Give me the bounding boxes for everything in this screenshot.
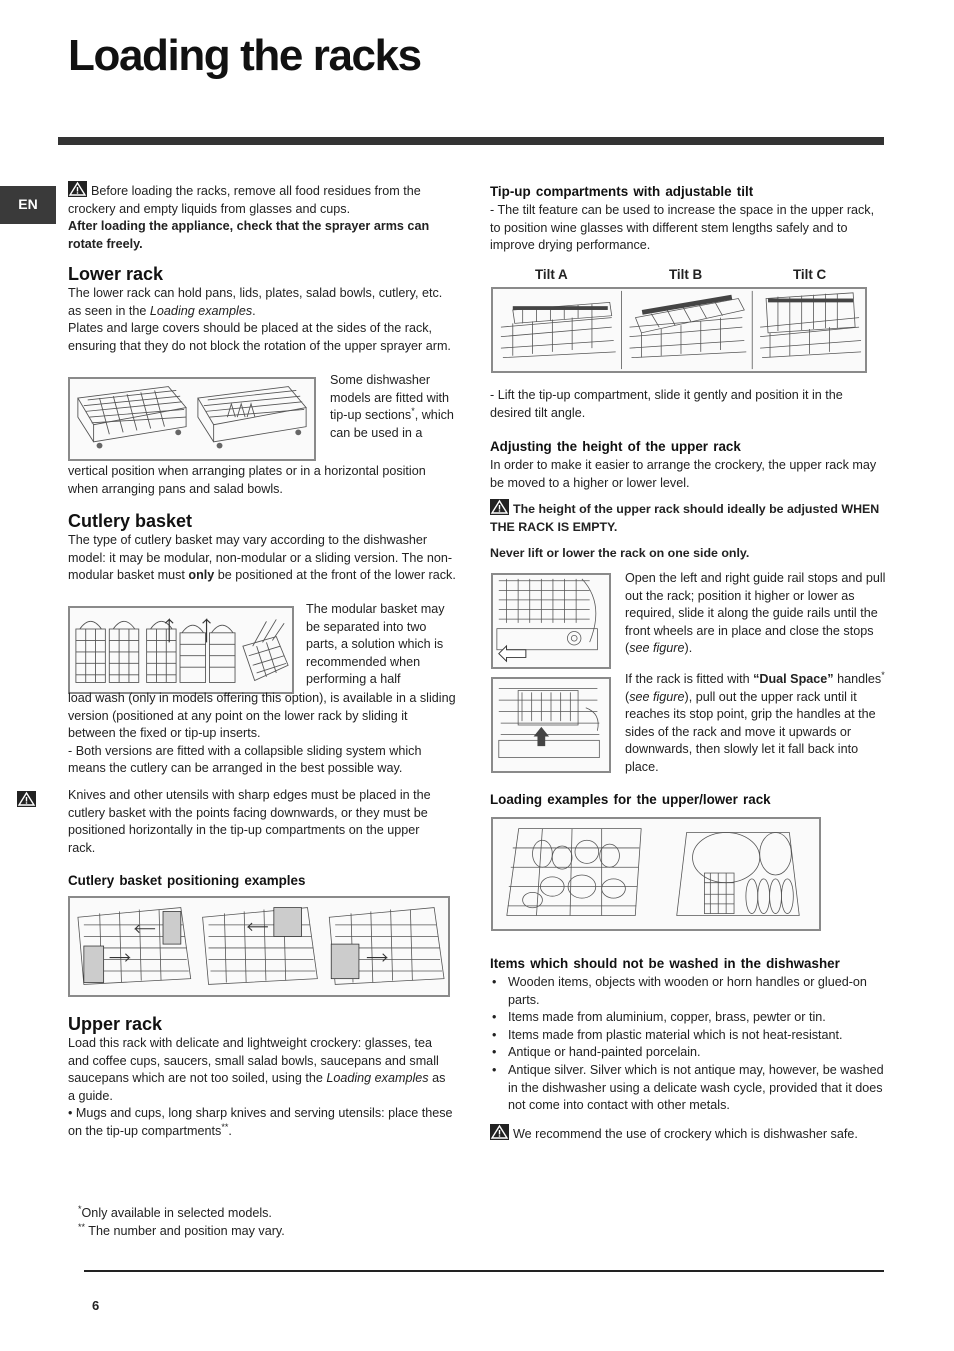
cutlery-p1: The type of cutlery basket may vary according to the dishwasher model: it may be modular, non-modular or a sliding version. The non-modular basket must (68, 533, 453, 583)
sharp-utensils-warning: Knives and other utensils with sharp edges must be placed in the cutlery basket with the points facing downwards, or they must be positioned horizontally in the tip-up compartments on the upper rack. (68, 788, 431, 855)
upper-rack-p1: Load this rack with delicate and lightweight crockery: glasses, tea and coffee cups, saucers, small salad bowls, saucepans and small saucepans which are not too soiled, using the (68, 1036, 439, 1086)
header-rule (58, 137, 884, 145)
warning-triangle-icon (490, 499, 509, 515)
list-item: • Items made from aluminium, copper, brass, pewter or tin. (490, 1009, 884, 1027)
cutlery-basket-heading: Cutlery basket (68, 511, 193, 531)
tip-up-note (330, 372, 454, 442)
cutlery-p1-end: be positioned at the front of the lower rack. (217, 568, 456, 583)
tilt-labels (490, 266, 866, 284)
cutlery-basket-figure (68, 606, 294, 694)
loading-examples-heading: Loading examples for the upper/lower rack (490, 792, 771, 807)
tilt-b-label: Tilt B (669, 267, 703, 282)
footnote-mark: * (78, 1203, 82, 1214)
tilt-instructions: - Lift the tip-up compartment, slide it gently and position it in the desired tilt angle. (490, 388, 843, 420)
footnote-2 (78, 1223, 398, 1241)
footnote-1-text: Only available in selected models. (81, 1206, 272, 1220)
modular-basket-cont: load wash (only in models offering this option), is available in a sliding version (positioned at any point on the lower rack by sliding it between the fixed or tip-up inserts. (68, 691, 456, 741)
dual-space-name: “Dual Space” (753, 672, 834, 686)
upper-rack-p1-end: as a guide. (68, 1071, 446, 1103)
intro-text: Before loading the racks, remove all food residues from the crockery and empty liquids from glasses and cups. (68, 184, 421, 216)
cutlery-only: only (188, 568, 215, 583)
guide-rail-figure (491, 573, 611, 669)
tipup-text: - The tilt feature can be used to increase the space in the upper rack, to position wine glasses with different stem lengths safely and to improve drying performance. (490, 203, 875, 253)
never-lift-text: Never lift or lower the rack on one side only. (490, 546, 750, 560)
footer-rule (84, 1270, 884, 1272)
cutlery-positioning-figure (68, 896, 450, 997)
collapsible-system-text: - Both versions are fitted with a collapsible sliding system which means the cutlery can be arranged in the best possible way. (68, 743, 422, 776)
lower-rack-heading: Lower rack (68, 264, 164, 284)
guide-rail-text-b: ). (684, 641, 693, 656)
page-title: Loading the racks (68, 31, 421, 80)
tip-up-note-text: Some dishwasher models are fitted with tip-up sections (330, 373, 449, 423)
footnote-1 (78, 1205, 398, 1223)
tip-up-note-continued: vertical position when arranging plates or in a horizontal position when arranging pans and salad bowls. (68, 464, 426, 496)
page-number: 6 (92, 1298, 100, 1313)
tilt-c-label: Tilt C (793, 267, 827, 282)
not-washed-heading: Items which should not be washed in the dishwasher (490, 956, 840, 971)
tilt-figure (491, 287, 867, 373)
adjust-warning (490, 499, 884, 536)
dishwasher-safe-recommendation (490, 1124, 890, 1144)
footnote-mark: * (881, 669, 885, 680)
footnotes (78, 1205, 398, 1240)
loading-examples-figure (491, 817, 821, 931)
not-washed-list (490, 974, 884, 1115)
dual-space-handles: handles (837, 672, 882, 686)
adjust-warning-text: The height of the upper rack should ideally be adjusted WHEN THE RACK IS EMPTY. (490, 502, 880, 534)
footnote-mark: ** (221, 1121, 229, 1132)
adjust-height-heading: Adjusting the height of the upper rack (490, 439, 741, 454)
list-item: • Antique silver. Silver which is not antique may, however, be washed in the dishwasher using a delicate wash cycle, provided that it does not come into contact with other metals. (490, 1062, 884, 1115)
loading-examples-ref: Loading examples (149, 303, 253, 318)
footnote-mark: ** (78, 1221, 86, 1232)
footnote-mark: * (411, 406, 415, 416)
intro-paragraph (68, 181, 454, 253)
footnote-2-text: The number and position may vary. (88, 1223, 285, 1238)
intro-bold-text: After loading the appliance, check that the sprayer arms can rotate freely. (68, 219, 430, 251)
tipup-heading: Tip-up compartments with adjustable tilt (490, 184, 754, 199)
tip-up-note-tail: , which can be used in a (330, 408, 454, 440)
see-figure-ref: see figure (629, 641, 685, 656)
dual-space-figure (491, 677, 611, 773)
lower-rack-p1-end: . (252, 303, 256, 318)
lower-rack-text (68, 285, 456, 355)
list-item: • Antique or hand-painted porcelain. (490, 1044, 884, 1062)
dual-space-text-a: If the rack is fitted with (625, 672, 750, 686)
cutlery-text (68, 532, 456, 585)
loading-examples-ref: Loading examples (326, 1071, 429, 1086)
dual-space-paren: ( (625, 689, 630, 704)
cutlery-examples-heading: Cutlery basket positioning examples (68, 873, 306, 888)
upper-rack-p2-end: . (228, 1123, 232, 1138)
modular-basket-note: The modular basket may be separated into two parts, a solution which is recommended when performing a half (306, 602, 445, 687)
lower-rack-p2: Plates and large covers should be placed at the sides of the rack, ensuring that they do not block the rotation of the upper sprayer arm. (68, 321, 451, 353)
see-figure-ref: see figure (629, 689, 685, 704)
tilt-a-label: Tilt A (535, 267, 568, 282)
upper-rack-heading: Upper rack (68, 1014, 163, 1034)
list-item: • Items made from plastic material which is not heat-resistant. (490, 1027, 884, 1045)
dual-space-text (625, 671, 893, 777)
lower-rack-figure (68, 377, 316, 461)
warning-triangle-icon (68, 181, 87, 197)
lower-rack-p1: The lower rack can hold pans, lids, plates, salad bowls, cutlery, etc. as seen in the (68, 286, 443, 318)
guide-rail-text-a: Open the left and right guide rail stops and pull out the rack; position it higher or lower as required, slide it along the guide rails until the front wheels are in place and close the stops ( (625, 571, 886, 656)
upper-rack-text (68, 1035, 454, 1141)
warning-triangle-icon (17, 791, 36, 807)
dual-space-text-b: ), pull out the upper rack until it reaches its stop point, grip the handles at the sides of the rack and move it upwards or downwards, then slowly let it fall back into place. (625, 689, 876, 774)
warning-triangle-icon (490, 1124, 509, 1140)
language-tab: EN (0, 186, 56, 224)
adjust-height-text: In order to make it easier to arrange the crockery, the upper rack may be moved to a higher or lower level. (490, 458, 877, 490)
guide-rail-text (625, 570, 887, 658)
recommendation-text: We recommend the use of crockery which is dishwasher safe. (513, 1127, 858, 1141)
modular-basket-continued (68, 690, 456, 778)
list-item: • Wooden items, objects with wooden or horn handles or glued-on parts. (490, 974, 884, 1009)
upper-rack-p2: • Mugs and cups, long sharp knives and serving utensils: place these on the tip-up compartments (68, 1106, 453, 1138)
